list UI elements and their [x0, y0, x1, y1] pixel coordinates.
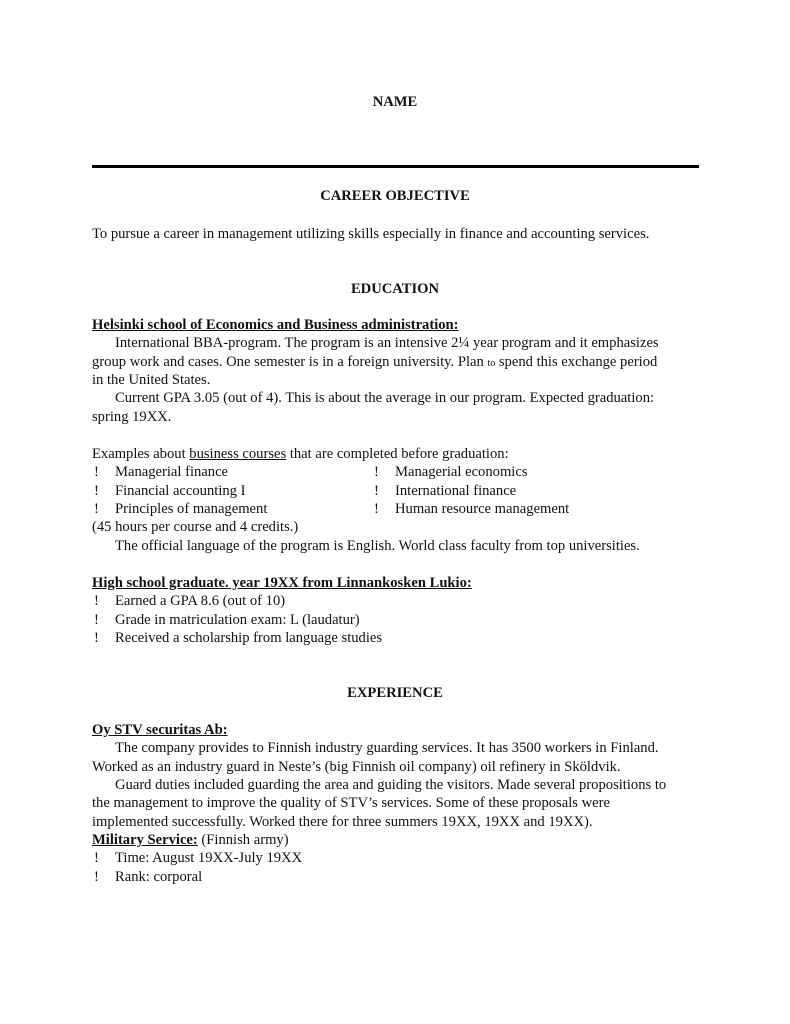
school2-title: High school graduate. year 19XX from Linnankosken Lukio:	[92, 575, 472, 591]
bullet-icon: !	[94, 869, 99, 885]
job1-title: Oy STV securitas Ab:	[92, 722, 228, 738]
school1-para1-to: to	[487, 358, 496, 369]
military-note: (Finnish army)	[201, 832, 289, 848]
job1-line1: The company provides to Finnish industry guarding services. It has 3500 workers in Finland.	[115, 740, 659, 756]
school1-title: Helsinki school of Economics and Business administration:	[92, 317, 459, 333]
examples-line	[92, 445, 509, 463]
course-item: Managerial economics	[395, 464, 528, 480]
business-courses-link[interactable]: business courses	[189, 446, 287, 462]
list-item: Grade in matriculation exam: L (laudatur)	[115, 612, 360, 628]
job1-line4: the management to improve the quality of STV’s services. Some of these proposals were	[92, 795, 610, 811]
bullet-icon: !	[94, 630, 99, 646]
bullet-icon: !	[94, 593, 99, 609]
course-item: International finance	[395, 483, 517, 499]
course-item: Principles of management	[115, 501, 268, 517]
list-item: Time: August 19XX-July 19XX	[115, 850, 303, 866]
military-line	[92, 831, 289, 849]
bullet-icon: !	[94, 501, 99, 517]
school1-para2-line2: spring 19XX.	[92, 409, 172, 425]
resume-name: NAME	[372, 94, 418, 110]
job1-line3: Guard duties included guarding the area and guiding the visitors. Made several propositions to	[115, 777, 667, 793]
school1-para1-line2-start: group work and cases. One semester is in a foreign university. Plan	[92, 354, 484, 370]
education-heading: EDUCATION	[350, 281, 440, 297]
bullet-icon: !	[94, 612, 99, 628]
school1-para1-line2-end: spend this exchange period	[498, 354, 658, 370]
military-title: Military Service:	[92, 832, 198, 848]
course-item: Managerial finance	[115, 464, 229, 480]
bullet-icon: !	[374, 483, 379, 499]
bullet-icon: !	[94, 850, 99, 866]
language-note: The official language of the program is English. World class faculty from top universities.	[115, 538, 640, 554]
course-item: Human resource management	[395, 501, 570, 517]
experience-heading: EXPERIENCE	[347, 685, 443, 701]
school1-para2-line1: Current GPA 3.05 (out of 4). This is about the average in our program. Expected graduation:	[115, 390, 655, 406]
school1-para1-line3: in the United States.	[92, 372, 211, 388]
job1-line5: implemented successfully. Worked there for three summers 19XX, 19XX and 19XX).	[92, 814, 593, 830]
examples-prefix: Examples about	[92, 446, 186, 462]
bullet-icon: !	[94, 483, 99, 499]
list-item: Received a scholarship from language studies	[115, 630, 383, 646]
list-item: Rank: corporal	[115, 869, 203, 885]
credits-note: (45 hours per course and 4 credits.)	[92, 519, 299, 535]
job1-line2: Worked as an industry guard in Neste’s (big Finnish oil company) oil refinery in Sköldvik.	[92, 759, 621, 775]
objective-heading: CAREER OBJECTIVE	[320, 188, 470, 204]
list-item: Earned a GPA 8.6 (out of 10)	[115, 593, 286, 609]
bullet-icon: !	[374, 501, 379, 517]
course-item: Financial accounting I	[115, 483, 246, 499]
objective-text: To pursue a career in management utilizing skills especially in finance and accounting services.	[92, 226, 650, 242]
bullet-icon: !	[94, 464, 99, 480]
bullet-icon: !	[374, 464, 379, 480]
examples-suffix: that are completed before graduation:	[289, 446, 509, 462]
header-divider	[92, 165, 699, 168]
school1-para1-line1: International BBA-program. The program is an intensive 2¼ year program and it emphasizes	[115, 335, 659, 351]
